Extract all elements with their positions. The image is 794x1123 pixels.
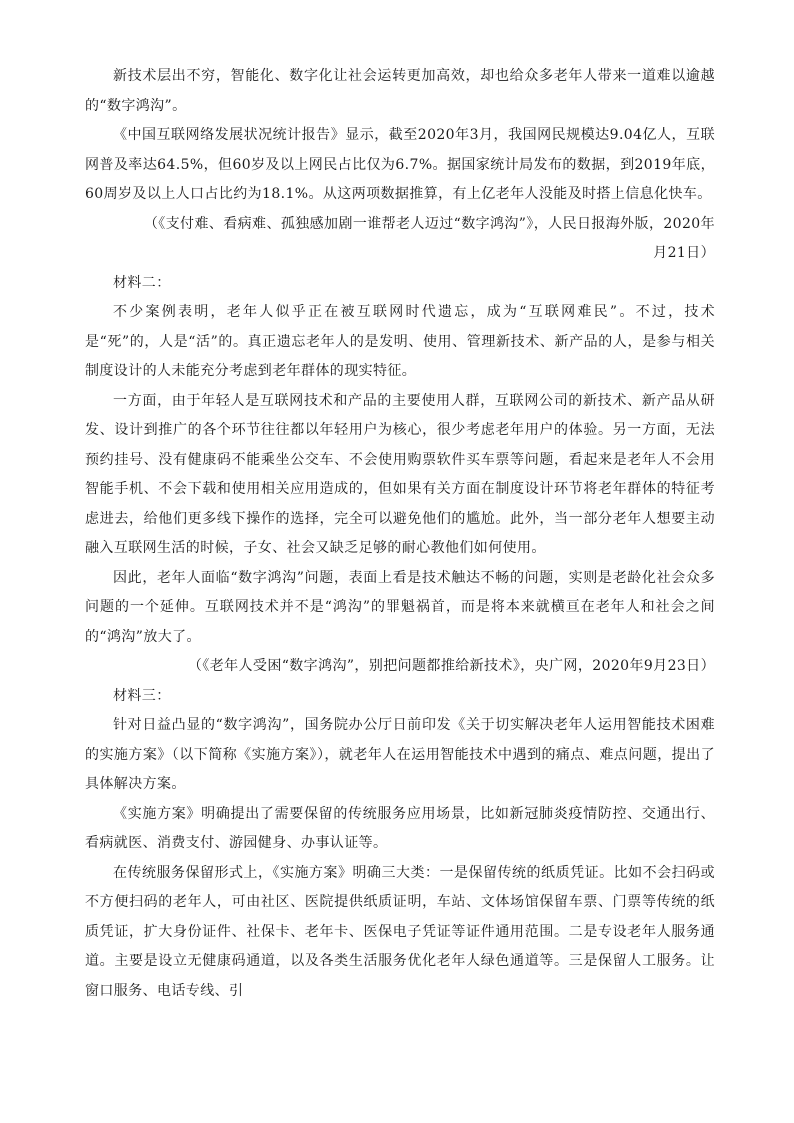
source-citation-2: （《老年人受困“数字鸿沟”，别把问题都推给新技术》，央广网，2020年9月23日） xyxy=(187,658,715,674)
paragraph-material-2-a: 不少案例表明，老年人似乎正在被互联网时代遗忘，成为“互联网难民”。不过，技术是“死”的，人是“活”的。真正遗忘老年人的是发明、使用、管理新技术、新产品的人，是参与相关制度设计的人未能充分考虑到老年群体的现实特征。 xyxy=(85,304,715,379)
paragraph-material-3-b: 《实施方案》明确提出了需要保留的传统服务应用场景，比如新冠肺炎疫情防控、交通出行、看病就医、消费支付、游园健身、办事认证等。 xyxy=(85,805,715,851)
paragraph-material-2-c: 因此，老年人面临“数字鸿沟”问题，表面上看是技术触达不畅的问题，实则是老龄化社会众多问题的一个延伸。互联网技术并不是“鸿沟”的罪魁祸首，而是将本来就横亘在老年人和社会之间的“鸿沟”放大了。 xyxy=(85,569,715,645)
source-citation-1: （《支付难、看病难、孤独感加剧一谁帮老人迈过“数字鸿沟”》，人民日报海外版，2020年月21日） xyxy=(143,215,715,261)
paragraph-material-3-c: 在传统服务保留形式上，《实施方案》明确三大类：一是保留传统的纸质凭证。比如不会扫码或不方便扫码的老年人，可由社区、医院提供纸质证明，车站、文体场馆保留车票、门票等传统的纸质凭证，扩大身份证件、社保卡、老年卡、医保电子凭证等证件通用范围。二是专设老年人服务通道。主要是设立无健康码通道，以及各类生活服务优化老年人绿色通道等。三是保留人工服务。让窗口服务、电话专线、引 xyxy=(85,864,715,999)
paragraph-material-3-a: 针对日益凸显的“数字鸿沟”，国务院办公厅日前印发《关于切实解决老年人运用智能技术困难的实施方案》（以下简称《实施方案》），就老年人在运用智能技术中遇到的痛点、难点问题，提出了具体解决方案。 xyxy=(85,717,715,792)
section-heading-material-3: 材料三： xyxy=(113,687,171,704)
paragraph-statistics: 《中国互联网络发展状况统计报告》显示，截至2020年3月，我国网民规模达9.04亿人，互联网普及率达64.5%，但60岁及以上网民占比仅为6.7%。据国家统计局发布的数据，到2019年底，60周岁及以上人口占比约为18.1%。从这两项数据推算，有上亿老年人没能及时搭上信息化快车。 xyxy=(85,127,715,202)
paragraph-intro: 新技术层出不穷，智能化、数字化让社会运转更加高效，却也给众多老年人带来一道难以逾越的“数字鸿沟”。 xyxy=(85,68,715,114)
document-page xyxy=(85,62,715,1006)
paragraph-material-2-b: 一方面，由于年轻人是互联网技术和产品的主要使用人群，互联网公司的新技术、新产品从研发、设计到推广的各个环节往往都以年轻用户为核心，很少考虑老年用户的体验。另一方面，无法预约挂号、没有健康码不能乘坐公交车、不会使用购票软件买车票等问题，看起来是老年人不会用智能手机、不会下载和使用相关应用造成的，但如果有关方面在制度设计环节将老年群体的特征考虑进去，给他们更多线下操作的选择，完全可以避免他们的尴尬。此外，当一部分老年人想要主动融入互联网生活的时候，子女、社会又缺乏足够的耐心教他们如何使用。 xyxy=(85,392,715,556)
section-heading-material-2: 材料二： xyxy=(113,274,171,291)
